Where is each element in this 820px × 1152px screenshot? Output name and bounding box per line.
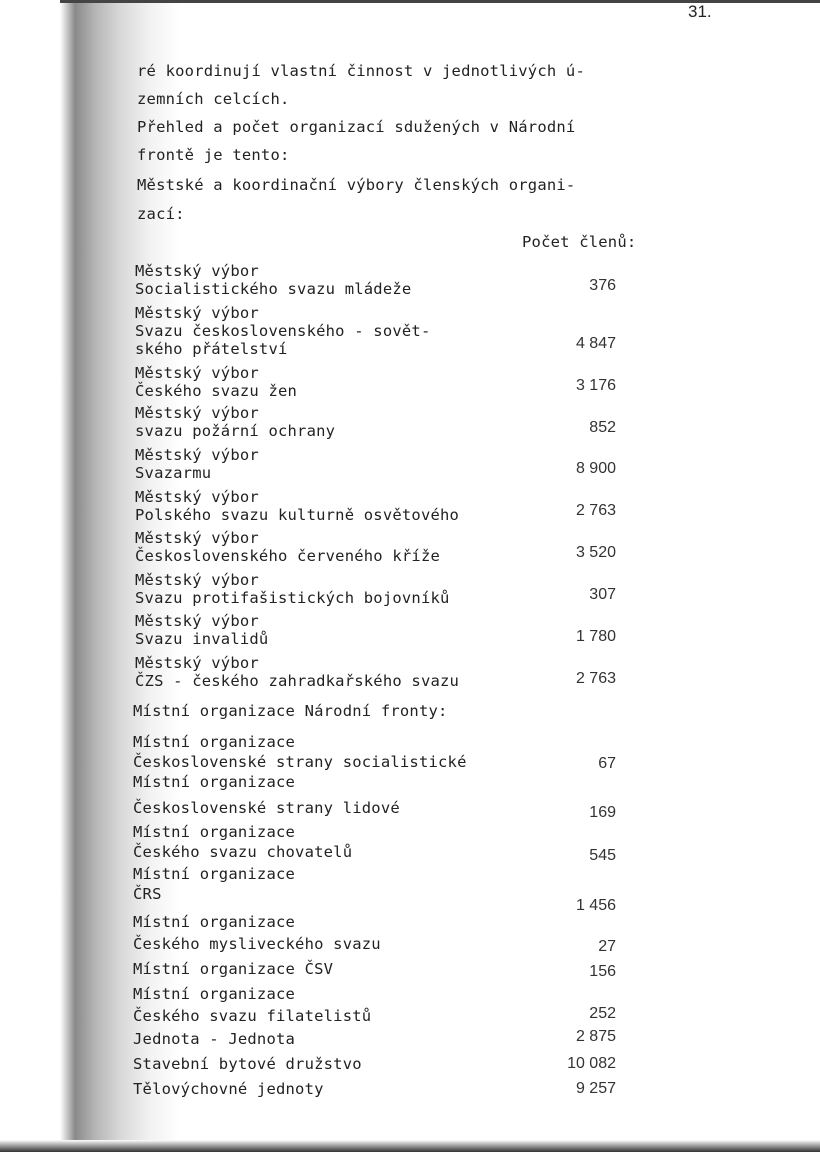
intro-line: Přehled a počet organizací sdužených v Národní <box>137 118 576 136</box>
member-count: 67 <box>598 755 616 772</box>
entry-name-line: Československé strany lidové <box>133 799 400 817</box>
entry-name-line: ČRS <box>133 885 162 903</box>
entry-name-line: Československé strany socialistické <box>133 753 467 771</box>
member-count: 9 257 <box>575 1080 616 1097</box>
entry-name-line: Svazarmu <box>135 464 212 482</box>
entry-name-line: Místní organizace <box>133 773 296 791</box>
entry-name-line: Místní organizace <box>133 913 296 931</box>
entry-name-line: Socialistického svazu mládeže <box>135 280 412 298</box>
member-count: 3 176 <box>575 377 616 394</box>
intro-line: Městské a koordinační výbory členských organi- <box>137 176 576 194</box>
member-count: 545 <box>589 847 616 864</box>
member-count: 8 900 <box>575 460 616 477</box>
entry-name-line: svazu požární ochrany <box>135 422 336 440</box>
entry-name-line: Českého mysliveckého svazu <box>133 935 381 953</box>
entry-name-line: Českého svazu chovatelů <box>133 843 353 861</box>
entry-name-line: Jednota - Jednota <box>133 1030 296 1048</box>
member-count: 852 <box>589 419 616 436</box>
member-count: 1 780 <box>575 628 616 645</box>
entry-name-line: Československého červeného kříže <box>135 547 441 565</box>
member-count: 156 <box>589 963 616 980</box>
member-count: 252 <box>589 1005 616 1022</box>
entry-name-line: Svazu invalidů <box>135 630 269 648</box>
scan-edge-bottom <box>0 1140 820 1152</box>
entry-name-line: Městský výbor <box>135 446 259 464</box>
entry-name-line: Městský výbor <box>135 571 259 589</box>
entry-name-line: Městský výbor <box>135 304 259 322</box>
member-count: 1 456 <box>575 897 616 914</box>
intro-line: ré koordinují vlastní činnost v jednotlivých ú- <box>137 62 585 80</box>
entry-name-line: Místní organizace <box>133 823 296 841</box>
member-count: 376 <box>589 277 616 294</box>
column-header: Počet členů: <box>522 233 637 251</box>
member-count: 10 082 <box>567 1055 616 1072</box>
entry-name-line: Českého svazu filatelistů <box>133 1007 372 1025</box>
entry-name-line: Stavební bytové družstvo <box>133 1055 362 1073</box>
intro-line: zemních celcích. <box>137 90 290 108</box>
member-count: 4 847 <box>575 335 616 352</box>
entry-name-line: ČZS - českého zahradkařského svazu <box>135 672 460 690</box>
entry-name-line: Svazu československého - sovět- <box>135 322 431 340</box>
entry-name-line: Městský výbor <box>135 612 259 630</box>
local-section-header: Místní organizace Národní fronty: <box>133 702 448 720</box>
entry-name-line: Městský výbor <box>135 488 259 506</box>
member-count: 3 520 <box>575 544 616 561</box>
member-count: 27 <box>598 938 616 955</box>
intro-line: frontě je tento: <box>137 146 290 164</box>
member-count: 169 <box>589 804 616 821</box>
entry-name-line: Místní organizace ČSV <box>133 960 334 978</box>
entry-name-line: Tělovýchovné jednoty <box>133 1080 324 1098</box>
entry-name-line: Českého svazu žen <box>135 382 298 400</box>
member-count: 2 763 <box>575 670 616 687</box>
entry-name-line: Městský výbor <box>135 529 259 547</box>
entry-name-line: ského přátelství <box>135 340 288 358</box>
entry-name-line: Městský výbor <box>135 404 259 422</box>
entry-name-line: Místní organizace <box>133 865 296 883</box>
entry-name-line: Svazu protifašistických bojovníků <box>135 589 450 607</box>
entry-name-line: Městský výbor <box>135 262 259 280</box>
entry-name-line: Místní organizace <box>133 733 296 751</box>
page-number: 31. <box>688 2 712 21</box>
intro-line: zací: <box>137 205 185 223</box>
member-count: 307 <box>589 586 616 603</box>
entry-name-line: Místní organizace <box>133 985 296 1003</box>
member-count: 2 875 <box>575 1028 616 1045</box>
entry-name-line: Městský výbor <box>135 364 259 382</box>
entry-name-line: Polského svazu kulturně osvětového <box>135 506 460 524</box>
member-count: 2 763 <box>575 502 616 519</box>
entry-name-line: Městský výbor <box>135 654 259 672</box>
